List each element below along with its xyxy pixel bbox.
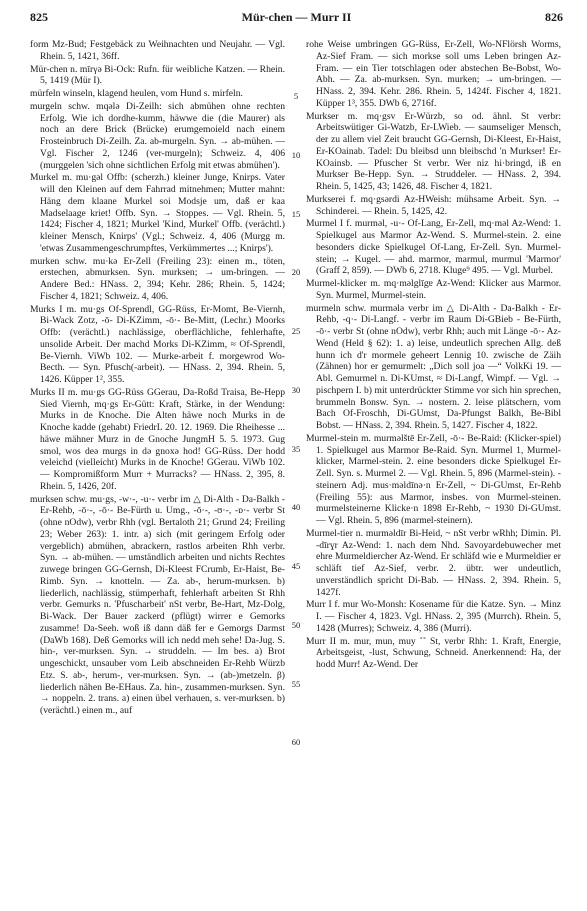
dictionary-entry: Murkser m. mq·gsv Er-Würzb, so od. ähnl. St verbr: Arbeitswütiger Gi-Watzb, Er-LWieb. — saumseliger Mensch, der zu allem viel Zeit braucht GG-Gernsh, Di-Kleest, Er-Haist, Er-KOainab. Tadel: Du bleibsd unn bleibschd 'n Murkser! Er-KOainsb. — Pfuscher St verbr. Wer niz hi·bringd, iß en Murkser Be-Hepp. Syn. → Struddeler. — HNass. 2, 394. Rhein. 5, 1425, 43; 1426, 48. Fischer 4, 1821. xyxy=(306,110,561,192)
line-number: 40 xyxy=(291,502,301,513)
page-header xyxy=(30,10,563,26)
right-column xyxy=(306,39,561,671)
dictionary-entry: Murks II m. mu·gs GG-Rüss GGerau, Da-Roßd Traisa, Be-Hepp Sied Viernh, mq·gs Er-Gütt: Kraft, Stärke, in der Wendung: Murks in de Knoche. Die Alten häwe noch Murks in de Knoche kadde (gehabt) FriedrL 20. 12. 1969. Die Rheihesse ... häwe mähner Murz in de Gnoche JungmH 5. 5. 1973. Gug smol, wos deə murgs in də gnoxə hod! GG-Rüss. Der hodd veleichd (vielleicht) Murks in de Knoche! GGerau. ViWb 102. — Kompromißform Murr + Murracks? — HNass. 2, 395, 8. Rhein. 5, 1426, 20f. xyxy=(30,386,285,492)
line-number: 15 xyxy=(291,208,301,219)
dictionary-entry: Murmel-stein m. murməlštē Er-Zell, -ō·- Be-Raid: (Klicker-spiel) 1. Spielkugel aus Marmor Be-Raid. Syn. Murmel 1, Murmel-klicker, Marmel-stein. 2. eine besonders dicke Spielkugel Er-Zell. Syn. s. Murmel 2. — Vgl. Rhein. 5, 896 (Marmel-stein). -steinern Adj. mus·məldīnə·n Er-Zell, ~ Di-GUmst, Er-Rehb (Freiling 55): aus Marmor, insbes. von Murmel-steinen. murmelsteinerne Klicke·n 1898 Er-Rehb, ~ 1930 Di-GUmst. — Vgl. Rhein. 5, 896 (marmel-steinern). xyxy=(306,432,561,526)
dictionary-entry: Murkserei f. mq·gsərdi Az-HWeish: mühsame Arbeit. Syn. → Schinderei. — Rhein. 5, 1425, 42. xyxy=(306,193,561,217)
dictionary-entry: murmeln schw. murmələ verbr im △ Di-Alth - Da-Balkh - Er-Rehb, -q·- Di-Langf. - verbr im Raum Di-GBieb - Be-Fürth, -ō·- verbr St (ohne nOdw), verbr Rhh; auch mit Länge -ō·- Az-Wend (Held § 62): 1. a) leise, undeutlich sprechen Allg. deß hunn ich d'r mormele geheert Lennig 10. zwische de Zäih (Zähnen) hor er gemurmelt: „Dich soll joa —“ VolkKi 19. — Abl. Gemurmel n. Di-KUmst, ≈ Di-Langf, Wimpf. — Vgl. → pischpern I. b) mit unterdrückter Stimme vor sich hin sprechen, brummeln Bonsw. Syn. → nostern. 2. leise plätschern, vom Bach Of-Froschh, Di-GUmst, Da-Pfungst Balkh, Be-Bibl Bobst. — HNass. 2, 394. Rhein. 5, 1427. Fischer 4, 1822. xyxy=(306,302,561,431)
dictionary-entry: Murks I m. mu·gs Of-Sprendl, GG-Rüss, Er-Momt, Be-Viernh, Bi-Wack Zotz, -ō- Di-KZimm, -ō·- Be-Mitt, (Lechr.) Moorks Offb: (verächtl.) nachlässige, oberflächliche, fehlerhafte, unsolide Arbeit. Der machd Morks Di-KZimm, ≈ Of-Sprendl, Be-Viernh. ViWb 102. — Murke-arbeit f. morgewrod Wo-Becth. — Syn. Pfusch(-arbeit). — HNass. 2, 394. Rhein. 5, 1426. Küpper 1², 355. xyxy=(30,303,285,385)
line-number: 5 xyxy=(293,91,299,101)
dictionary-entry: murksen schw. mu·gs, -w·-, -u·- verbr im △ Di-Alth - Da-Balkh - Er-Rehb, -ō·-, -ō·- Be-Fürth u. Umg., -ō·-, -ʊ·-, -ɒ·- verbr St (ohne nOdw), verbr Rhh (vgl. Bertaloth 21; Grund 24; Freiling 23; Weber 263): 1. intr. a) sich (mit geringem Erfolg oder vergeblich) abmühen, abrackern, rastlos arbeiten Rhh verbr. Syn. → ab-mühen. — umständlich arbeiten und nichts Rechtes zuwege bringen GG-Gernsh, Di-Kleest FCrumb, Er-Haist, Be-Rimb. Syn. → knotteln. — Za. ab-, herum-murksen. b) liederlich, nachlässig, stümperhaft, fehlerhaft arbeiten St Rhh verbr. Gemurks n. 'Pfuscharbeit' nSt verbr, Be-Hart, Mz-Dolg, Bi-Wack. Der Bauer zackerd (pflügt) wirrer e Gemorks zusamme! Da-Seeh. woß iß dann däß fer e Gemorgs Darmst (DaWb 168). Deß Gemorks will ich nedd meh sehe! Da-Jug. S. hin-, ver-murksen. Syn. → struddeln. — Im bes. a) Brot ungeschickt, unsauber vom Leib abschneiden Er-Rehb Würzb Etz. S. ab-, herum-, ver-murksen. Syn. → (ab-)metzeln. β) liederlich nähen Be-EHaus. Za. hin-, zusammen-murksen. Syn. → noppeln. 2. trans. a) einen übel verhauen, s. ver-murksen. b) (verächtl.) einen m., auf xyxy=(30,493,285,716)
dictionary-entry: Murmel-klicker m. mq·məlglīgɐ Az-Wend: Klicker aus Marmor. Syn. Murmel, Murmel-stein. xyxy=(306,278,561,301)
dictionary-entry: murgeln schw. mqələ Di-Zeilh: sich abmühen ohne rechten Erfolg. Wie ich dordhe-kumm, häwwe die (die Maurer) als noch an dere Brick (Brücke) erumgemoield nach einem Frosteinbruch Di-Zeilh. Za. ab-murgeln. Syn. → ab-mühen. — Vgl. Fischer 2, 1246 (ver-murgeln); Schweiz. 4, 406 (murggelen 'sich ohne sichtlichen Erfolg mit etwas abmühen'). xyxy=(30,100,285,171)
dictionary-entry: Murr II m. mur, mun, muy ˚˚ St, verbr Rhh: 1. Kraft, Energie, Arbeitsgeist, -lust, Schwung, Schneid. Anerkennend: Ha, der hodd Murr! Az-Wend. Der xyxy=(306,635,561,670)
dictionary-entry: Murmel-tier n. murməldīr Bi-Heid, ~ nSt verbr wRhh; Dimin. Pl. -dīrɣr Az-Wend: 1. nach dem Nhd. Savoyardebuwecher met ehre Murmeldiercher Az-Wend. Er schläfd wie e Murmeldier er schläft tief Az-Sief, verbr. 2. übtr. wer undeutlich, unverständlich spricht Di-Bab. — HNass. 2, 394. Rhein. 5, 1427f. xyxy=(306,527,561,598)
left-column xyxy=(30,39,285,717)
line-number: 60 xyxy=(291,737,301,748)
line-number: 45 xyxy=(291,561,301,571)
page-number-right: 826 xyxy=(545,10,563,24)
line-number: 20 xyxy=(291,267,301,278)
dictionary-entry: mürfeln winseln, klagend heulen, vom Hund s. mirfeln. xyxy=(30,88,243,99)
line-number: 55 xyxy=(291,678,301,689)
dictionary-entry: murken schw. mu·kə Er-Zell (Freiling 23): einen m., töten, erstechen, abmurksen. Syn. murksen; → um-bringen. — Andere Bed.: HNass. 2, 394; Kehr. 286; Rhein. 5, 1424; Fischer 4, 1821; Schweiz. 4, 406. xyxy=(30,255,285,302)
running-title: Mür-chen — Murr II xyxy=(241,10,352,24)
line-number: 35 xyxy=(291,443,301,454)
dictionary-entry: form Mz-Bud; Festgebäck zu Weihnachten und Neujahr. — Vgl. Rhein. 5, 1421, 36ff. xyxy=(30,39,285,62)
line-number: 30 xyxy=(291,384,301,395)
line-number: 25 xyxy=(291,326,301,336)
line-number: 10 xyxy=(291,149,301,160)
line-number: 50 xyxy=(291,619,301,630)
dictionary-entry: Murkel m. mu·gəl Offb: (scherzh.) kleiner Junge, Knirps. Vater will den Kleinen auf dem Fahrrad mitnehmen; Mutter mahnt: Häng dem klaane Murkel soi Modsje um, daß er kaa Madselaage kriet! Offb. Syn. → Stoppes. — Vgl. Rhein. 5, 1424; Fischer 4, 1821; Murkel 'Kind, Murkel' Offb. (verächtl.) kleiner Mensch, Knirps' (Vgl.; Schweiz. 4, 406 (Murgg m. 'etwas Zusammengeschrumpftes, Verkümmertes ...; Knirps'). xyxy=(30,172,285,254)
dictionary-entry: Mür-chen n. mīrγə Bi-Ock: Rufn. für weibliche Katzen. — Rhein. 5, 1419 (Mür I). xyxy=(30,63,285,87)
dictionary-entry: rohe Weise umbringen GG-Rüss, Er-Zell, Wo-NFlörsh Worms, Az-Sief Fram. — sich morkse soll ums Leben bringen Az-Fram. — ein Tier totschlagen oder abstechen Be-Bobst, Wo-Abh. — Za. ab-murksen. Syn. murken; → um-bringen. — HNass. 2, 394. Kehr. 286. Rhein. 5, 1424f. Fischer 4, 1821. Küpper 1³, 355. DWb 6, 2716f. xyxy=(306,39,561,109)
page-number-left: 825 xyxy=(30,10,48,24)
dictionary-entry: Murr I f. mur Wo-Monsh: Kosename für die Katze. Syn. → Minz I. — Fischer 4, 1823. Vgl. HNass. 2, 395 (Murrch). Rhein. 5, 1428 (Murres); Schweiz. 4, 386 (Murri). xyxy=(306,599,561,634)
dictionary-entry: Murmel I f. murməl, -u·- Of-Lang, Er-Zell, mq·məl Az-Wend: 1. Spielkugel aus Marmor Az-Wend. S. Murmel-stein. 2. eine besonders dicke Spielkugel Of-Lang, Er-Zell. Syn. Murmel-stein; → Kugel. — ahd. marmor, marmul, murmul 'Marmor' (Graff 2, 859). — DWb 6, 2718. Kluge⁹ 495. — Vgl. Murbel. xyxy=(306,218,561,277)
